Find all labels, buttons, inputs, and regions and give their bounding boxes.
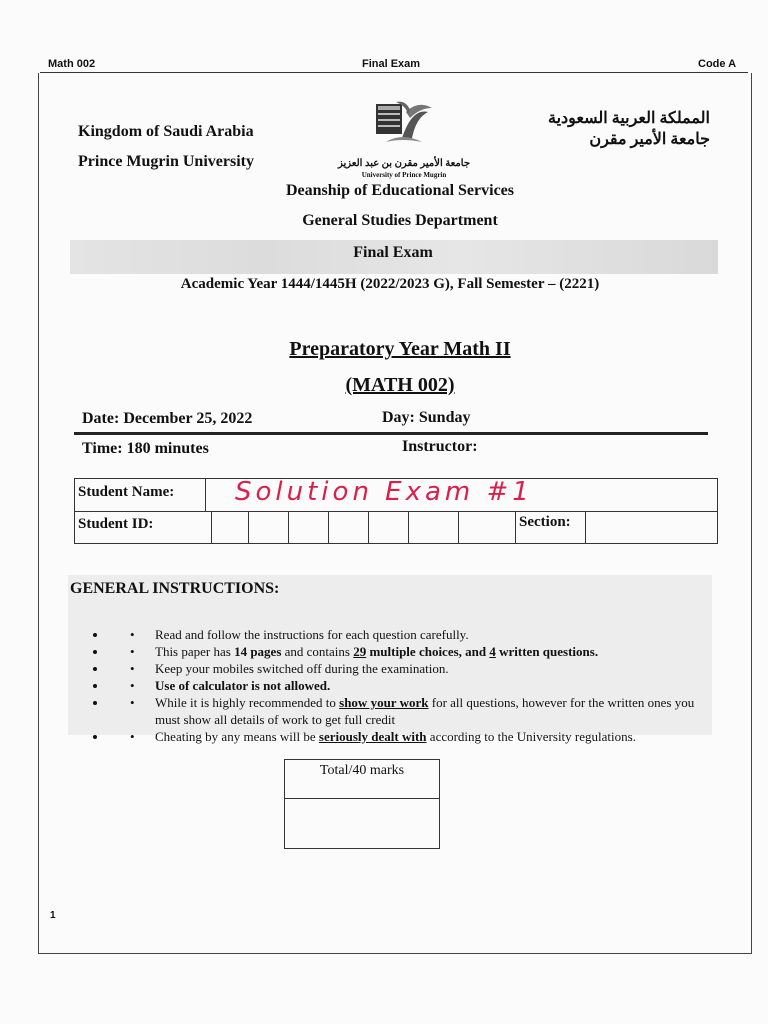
id-cell-7[interactable] (458, 512, 459, 543)
id-cell-1[interactable] (211, 512, 212, 543)
total-marks-label: Total/40 marks (319, 763, 405, 778)
instruction-6: • • Cheating by any means will be seriously dealt with according to the University regulations. (108, 728, 758, 745)
id-cell-2[interactable] (248, 512, 249, 543)
department: General Studies Department (302, 212, 498, 229)
student-info-box (74, 478, 718, 544)
kingdom-en: Kingdom of Saudi Arabia (78, 123, 254, 140)
exam-date: Date: December 25, 2022 (82, 410, 253, 427)
exam-day: Day: Sunday (382, 409, 471, 426)
exam-time: Time: 180 minutes (82, 440, 209, 457)
kingdom-ar: المملكة العربية السعودية (548, 110, 710, 127)
id-cell-4[interactable] (328, 512, 329, 543)
total-marks-divider (285, 798, 439, 799)
instructions-heading: GENERAL INSTRUCTIONS: (70, 580, 280, 597)
academic-year: Academic Year 1444/1445H (2022/2023 G), Fall Semester – (2221) (180, 276, 600, 292)
exam-title: Final Exam (353, 244, 433, 261)
header-exam-label: Final Exam (362, 58, 421, 70)
date-rule (74, 432, 708, 435)
page-number: 1 (50, 910, 56, 921)
deanship: Deanship of Educational Services (285, 182, 514, 199)
id-cell-3[interactable] (288, 512, 289, 543)
university-en: Prince Mugrin University (78, 153, 254, 170)
student-name-label: Student Name: (78, 484, 175, 500)
university-ar: جامعة الأمير مقرن (589, 131, 710, 148)
logo-caption-ar: جامعة الأمير مقرن بن عبد العزيز (337, 158, 471, 169)
student-id-label: Student ID: (78, 516, 154, 532)
id-cell-6[interactable] (408, 512, 409, 543)
id-cell-5[interactable] (368, 512, 369, 543)
student-name-value[interactable]: Solution Exam #1 (235, 477, 533, 507)
instructions-list (68, 626, 758, 745)
instruction-4: • • Use of calculator is not allowed. (108, 677, 758, 694)
instruction-2: • • This paper has 14 pages and contains 29 multiple choices, and 4 written questions. (108, 643, 758, 660)
logo-caption-en: University of Prince Mugrin (361, 171, 447, 179)
header-code: Code A (698, 58, 737, 70)
instructor-label: Instructor: (402, 438, 478, 455)
id-cell-8[interactable] (515, 512, 516, 543)
instructions-list-wrap (68, 610, 718, 761)
instruction-5: • • While it is highly recommended to show your work for all questions, however for the written ones you must show all details of work to get full credit (108, 694, 758, 728)
university-logo (366, 98, 438, 158)
total-marks-box (284, 759, 440, 849)
instruction-3: • • Keep your mobiles switched off during the examination. (108, 660, 758, 677)
section-cell[interactable] (585, 512, 586, 543)
header-course: Math 002 (48, 58, 96, 70)
instruction-1: • • Read and follow the instructions for each question carefully. (108, 626, 758, 643)
section-label: Section: (519, 514, 571, 530)
course-code: (MATH 002) (345, 374, 455, 396)
course-title: Preparatory Year Math II (289, 338, 511, 360)
student-name-row (75, 479, 717, 512)
